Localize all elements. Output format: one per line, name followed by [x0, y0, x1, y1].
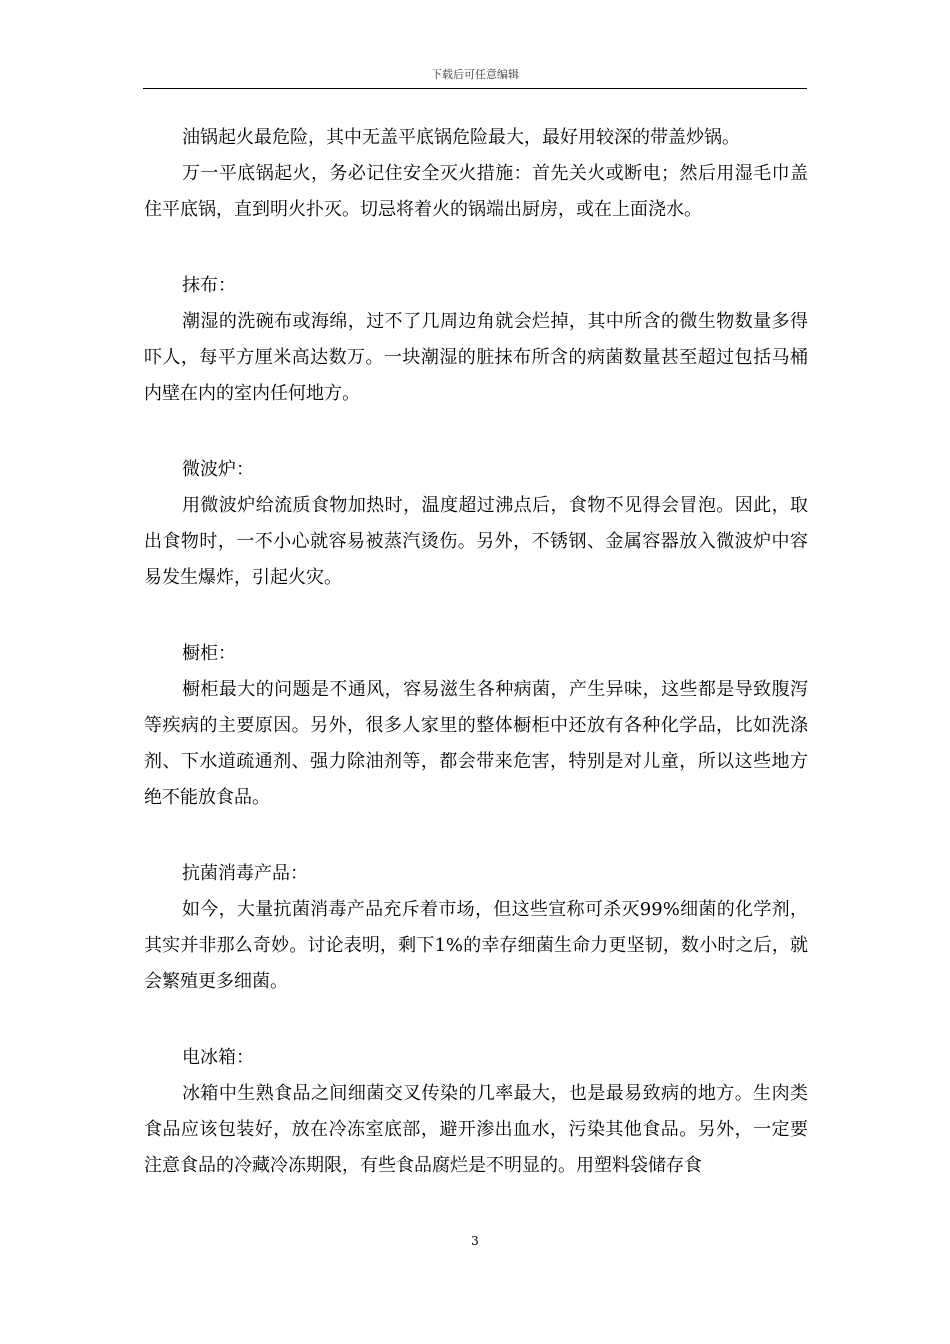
paragraph: 油锅起火最危险，其中无盖平底锅危险最大，最好用较深的带盖炒锅。 — [182, 127, 740, 148]
paragraph: 冰箱中生熟食品之间细菌交叉传染的几率最大，也是最易致病的地方。生肉类食品应该包装好，放在冷冻室底部，避开渗出血水，污染其他食品。另外，一定要注意食品的冷藏冷冻期限，有些食品腐烂是不明显的。用塑料袋储存食 — [144, 1083, 808, 1176]
section-heading: 抹布： — [182, 275, 236, 296]
section-antibacterial — [144, 856, 808, 1000]
page-header: 下载后可任意编辑 — [431, 68, 519, 81]
section-cupboard — [144, 636, 808, 816]
section-oil-pan — [144, 120, 808, 228]
section-heading: 微波炉： — [182, 459, 254, 480]
document-body — [144, 120, 808, 1184]
paragraph: 潮湿的洗碗布或海绵，过不了几周边角就会烂掉，其中所含的微生物数量多得吓人，每平方厘米高达数万。一块潮湿的脏抹布所含的病菌数量甚至超过包括马桶内壁在内的室内任何地方。 — [144, 311, 808, 404]
paragraph: 如今，大量抗菌消毒产品充斥着市场，但这些宣称可杀灭99%细菌的化学剂，其实并非那么奇妙。讨论表明，剩下1%的幸存细菌生命力更坚韧，数小时之后，就会繁殖更多细菌。 — [144, 899, 808, 992]
section-microwave — [144, 452, 808, 596]
section-heading: 电冰箱： — [182, 1047, 254, 1068]
page-number: 3 — [471, 1234, 479, 1248]
header-divider — [143, 88, 807, 89]
section-heading: 橱柜： — [182, 643, 236, 664]
section-heading: 抗菌消毒产品： — [182, 863, 308, 884]
section-dishcloth — [144, 268, 808, 412]
paragraph: 橱柜最大的问题是不通风，容易滋生各种病菌，产生异味，这些都是导致腹泻等疾病的主要原因。另外，很多人家里的整体橱柜中还放有各种化学品，比如洗涤剂、下水道疏通剂、强力除油剂等，都会带来危害，特别是对儿童，所以这些地方绝不能放食品。 — [144, 679, 808, 808]
paragraph: 万一平底锅起火，务必记住安全灭火措施：首先关火或断电；然后用湿毛巾盖住平底锅，直到明火扑灭。切忌将着火的锅端出厨房，或在上面浇水。 — [144, 163, 808, 220]
paragraph: 用微波炉给流质食物加热时，温度超过沸点后，食物不见得会冒泡。因此，取出食物时，一不小心就容易被蒸汽烫伤。另外，不锈钢、金属容器放入微波炉中容易发生爆炸，引起火灾。 — [144, 495, 808, 588]
section-fridge — [144, 1040, 808, 1184]
